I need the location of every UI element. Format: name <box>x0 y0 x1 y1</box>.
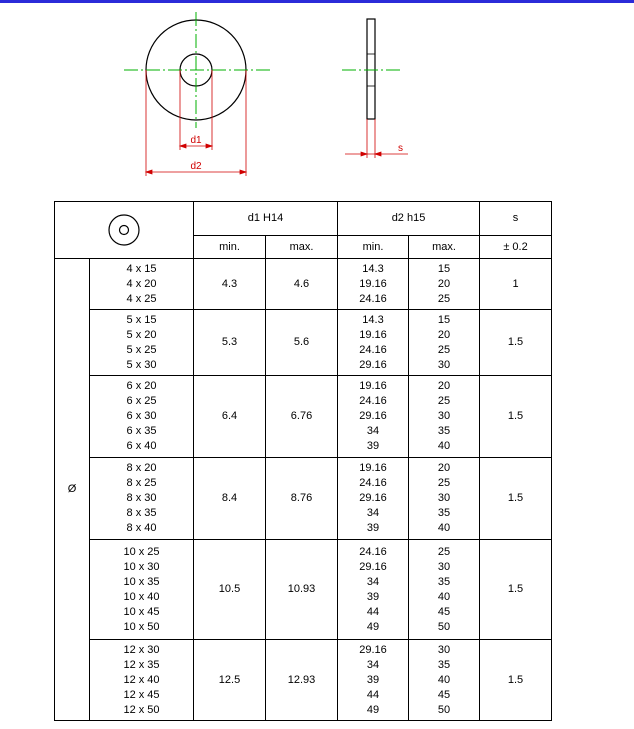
size-list-value: 10 x 45 <box>123 605 160 618</box>
d2-max-list <box>409 310 480 376</box>
size-list <box>90 376 194 458</box>
d2-max-list-value: 35 <box>437 425 451 437</box>
d2-max-list-value: 40 <box>437 522 451 534</box>
d2-max-list-value: 20 <box>437 462 451 474</box>
label-d2: d2 <box>190 161 202 172</box>
size-list-value: 10 x 25 <box>123 545 160 558</box>
size-group-row <box>55 310 552 376</box>
d2-max-list-value: 45 <box>437 605 451 618</box>
d2-min-list-value: 24.16 <box>359 395 387 407</box>
header-row-main <box>55 202 552 236</box>
size-list-value: 5 x 25 <box>126 343 157 356</box>
size-list <box>90 640 194 721</box>
washer-dimensions-table <box>54 201 552 721</box>
size-group-row <box>55 376 552 458</box>
d2-max-list-value: 20 <box>437 277 451 290</box>
size-list-value: 6 x 35 <box>126 425 157 437</box>
d2-max-list-value: 25 <box>437 545 451 558</box>
washer-symbol-cell <box>55 202 194 259</box>
size-list-value: 6 x 40 <box>126 440 157 452</box>
d2-max-list <box>409 640 480 721</box>
size-group-row <box>55 640 552 721</box>
d2-max-list <box>409 259 480 310</box>
d2-min-list-value: 39 <box>366 440 380 452</box>
size-list-value: 12 x 45 <box>123 688 160 701</box>
d2-min-list-value: 19.16 <box>359 462 387 474</box>
d2-min-list <box>338 259 409 310</box>
size-list-value: 6 x 20 <box>126 380 157 392</box>
d1-min-value: 12.5 <box>194 640 266 721</box>
label-d1: d1 <box>190 135 202 146</box>
d2-max-list-value: 25 <box>437 292 451 305</box>
size-group-row <box>55 259 552 310</box>
d2-max-list-value: 25 <box>437 395 451 407</box>
d1-min-value: 4.3 <box>194 259 266 310</box>
d2-min-list-value: 34 <box>366 425 380 437</box>
size-group-row <box>55 458 552 540</box>
d2-max-list-value: 30 <box>437 358 451 371</box>
header-d1: d1 H14 <box>194 202 338 236</box>
size-list <box>90 458 194 540</box>
size-list-value: 6 x 25 <box>126 395 157 407</box>
size-list-value: 8 x 25 <box>126 477 157 489</box>
s-value: 1 <box>480 259 552 310</box>
size-group-row <box>55 540 552 640</box>
d2-max-list-value: 50 <box>437 620 451 633</box>
header-s-tolerance: ± 0.2 <box>480 236 552 259</box>
d2-max-list <box>409 540 480 640</box>
d1-max-value: 8.76 <box>266 458 338 540</box>
size-list-value: 12 x 40 <box>123 673 160 686</box>
d2-min-list-value: 29.16 <box>359 358 387 371</box>
size-list-value: 5 x 30 <box>126 358 157 371</box>
d2-max-list-value: 50 <box>437 703 451 716</box>
d2-max-list-value: 30 <box>437 643 451 656</box>
d2-max-list-value: 30 <box>437 492 451 504</box>
size-list-value: 12 x 30 <box>123 643 160 656</box>
size-list <box>90 310 194 376</box>
d1-max-value: 5.6 <box>266 310 338 376</box>
d1-min-value: 8.4 <box>194 458 266 540</box>
d2-min-list-value: 34 <box>366 658 380 671</box>
d2-min-list-value: 24.16 <box>359 292 387 305</box>
d2-max-list-value: 40 <box>437 590 451 603</box>
d2-min-list-value: 19.16 <box>359 277 387 290</box>
d2-min-list-value: 14.3 <box>362 313 384 326</box>
d2-max-list-value: 40 <box>437 673 451 686</box>
size-list-value: 10 x 35 <box>123 575 160 588</box>
washer-side-view <box>342 19 402 119</box>
d1-min-value: 6.4 <box>194 376 266 458</box>
d2-min-list <box>338 640 409 721</box>
d2-min-list-value: 24.16 <box>359 343 387 356</box>
size-list-value: 4 x 20 <box>126 277 157 290</box>
size-list-value: 8 x 30 <box>126 492 157 504</box>
d2-min-list-value: 14.3 <box>362 262 384 275</box>
header-d2-min: min. <box>338 236 409 259</box>
d2-min-list-value: 34 <box>366 575 380 588</box>
s-value: 1.5 <box>480 376 552 458</box>
d2-min-list-value: 29.16 <box>359 410 387 422</box>
d2-min-list <box>338 376 409 458</box>
d2-min-list-value: 24.16 <box>359 477 387 489</box>
diameter-symbol: Ø <box>55 259 90 721</box>
d2-max-list-value: 30 <box>437 560 451 573</box>
d2-max-list-value: 25 <box>437 343 451 356</box>
size-list-value: 10 x 40 <box>123 590 160 603</box>
d2-max-list-value: 15 <box>437 313 451 326</box>
size-list-value: 5 x 20 <box>126 328 157 341</box>
d2-min-list-value: 29.16 <box>359 560 387 573</box>
size-list-value: 4 x 25 <box>126 292 157 305</box>
d2-min-list-value: 39 <box>366 522 380 534</box>
d2-min-list-value: 34 <box>366 507 380 519</box>
header-d1-min: min. <box>194 236 266 259</box>
size-list <box>90 259 194 310</box>
d1-max-value: 4.6 <box>266 259 338 310</box>
d2-min-list-value: 29.16 <box>359 643 387 656</box>
size-list-value: 5 x 15 <box>126 313 157 326</box>
washer-side-rect <box>367 19 375 119</box>
s-value: 1.5 <box>480 458 552 540</box>
size-list-value: 10 x 30 <box>123 560 160 573</box>
d2-min-list-value: 19.16 <box>359 328 387 341</box>
d1-max-value: 6.76 <box>266 376 338 458</box>
size-list-value: 12 x 35 <box>123 658 160 671</box>
d2-min-list-value: 19.16 <box>359 380 387 392</box>
d2-max-list <box>409 458 480 540</box>
d1-max-value: 10.93 <box>266 540 338 640</box>
washer-technical-drawing <box>0 0 634 200</box>
header-d2-max: max. <box>409 236 480 259</box>
size-list-value: 12 x 50 <box>123 703 160 716</box>
d2-max-list-value: 35 <box>437 507 451 519</box>
s-value: 1.5 <box>480 640 552 721</box>
size-list-value: 8 x 40 <box>126 522 157 534</box>
label-s: s <box>398 143 403 154</box>
washer-symbol-icon <box>107 213 141 247</box>
d2-min-list-value: 39 <box>366 590 380 603</box>
d2-min-list-value: 44 <box>366 605 380 618</box>
size-list-value: 6 x 30 <box>126 410 157 422</box>
d2-max-list-value: 20 <box>437 380 451 392</box>
size-list-value: 8 x 20 <box>126 462 157 474</box>
d2-max-list-value: 40 <box>437 440 451 452</box>
d2-min-list-value: 29.16 <box>359 492 387 504</box>
d2-min-list <box>338 540 409 640</box>
size-list <box>90 540 194 640</box>
s-value: 1.5 <box>480 540 552 640</box>
d1-min-value: 5.3 <box>194 310 266 376</box>
size-list-value: 4 x 15 <box>126 262 157 275</box>
header-d1-max: max. <box>266 236 338 259</box>
d2-min-list-value: 49 <box>366 703 380 716</box>
d1-max-value: 12.93 <box>266 640 338 721</box>
d2-min-list <box>338 310 409 376</box>
size-list-value: 10 x 50 <box>123 620 160 633</box>
d2-max-list-value: 15 <box>437 262 451 275</box>
header-d2: d2 h15 <box>338 202 480 236</box>
d1-min-value: 10.5 <box>194 540 266 640</box>
d2-min-list-value: 39 <box>366 673 380 686</box>
d2-max-list-value: 35 <box>437 575 451 588</box>
d2-max-list-value: 25 <box>437 477 451 489</box>
size-list-value: 8 x 35 <box>126 507 157 519</box>
d2-max-list-value: 45 <box>437 688 451 701</box>
d2-max-list-value: 35 <box>437 658 451 671</box>
d2-min-list-value: 24.16 <box>359 545 387 558</box>
d2-min-list-value: 44 <box>366 688 380 701</box>
d2-max-list-value: 20 <box>437 328 451 341</box>
s-value: 1.5 <box>480 310 552 376</box>
d2-min-list <box>338 458 409 540</box>
d2-max-list-value: 30 <box>437 410 451 422</box>
header-s: s <box>480 202 552 236</box>
d2-max-list <box>409 376 480 458</box>
d2-min-list-value: 49 <box>366 620 380 633</box>
